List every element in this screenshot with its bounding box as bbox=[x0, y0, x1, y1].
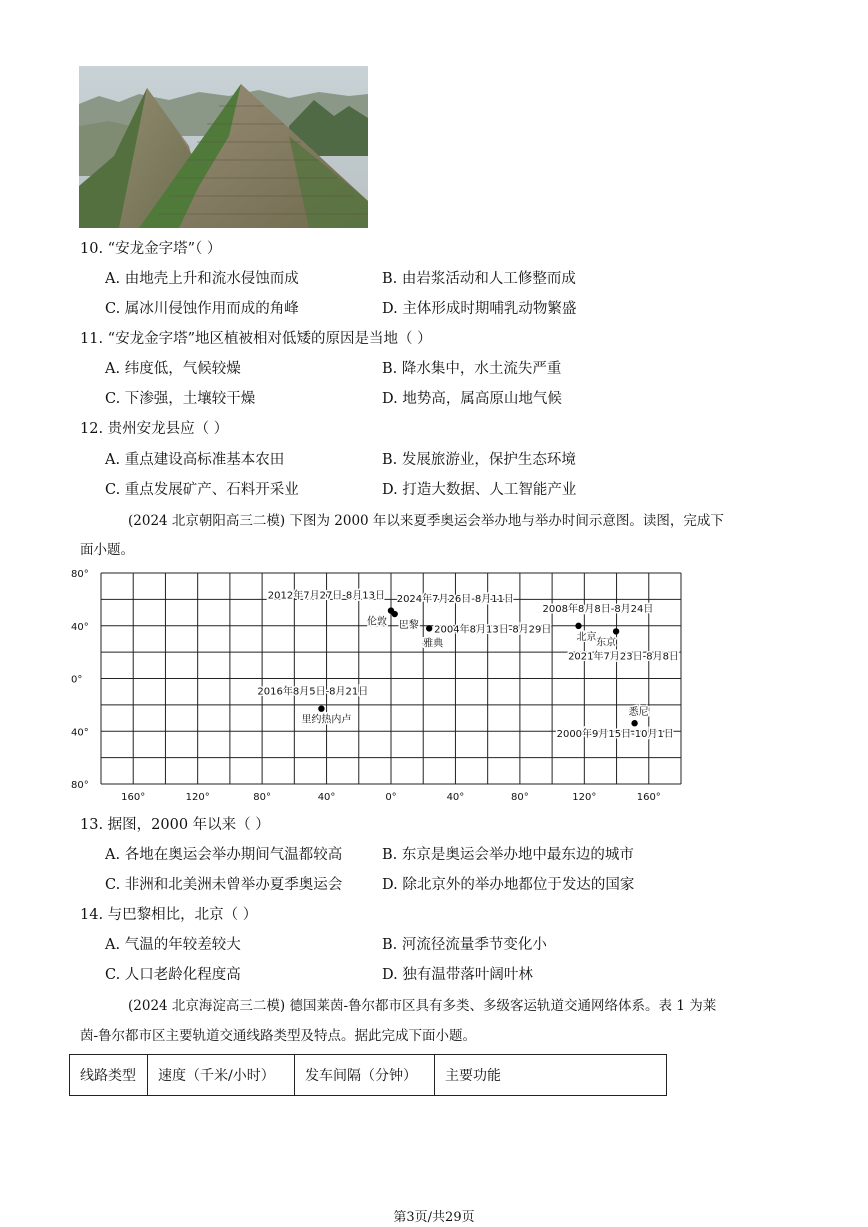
q10-option-c: C. 属冰川侵蚀作用而成的角峰 bbox=[105, 301, 299, 317]
table-header-cell: 线路类型 bbox=[70, 1055, 148, 1096]
city-name-label: 悉尼 bbox=[628, 707, 649, 719]
x-tick-label: 40° bbox=[446, 792, 465, 803]
x-tick-label: 0° bbox=[385, 792, 397, 803]
city-date-label: 2004年8月13日-8月29日 bbox=[434, 624, 552, 636]
q14-option-b: B. 河流径流量季节变化小 bbox=[382, 937, 547, 953]
olympics-host-map bbox=[70, 566, 690, 806]
question-12-stem: 12. 贵州安龙县应（ ） bbox=[80, 421, 229, 437]
q13-option-a: A. 各地在奥运会举办期间气温都较高 bbox=[105, 847, 343, 863]
y-tick-label: 80° bbox=[71, 569, 89, 580]
city-marker bbox=[318, 705, 324, 711]
q13-option-c: C. 非洲和北美洲未曾举办夏季奥运会 bbox=[105, 877, 343, 893]
q12-option-d: D. 打造大数据、人工智能产业 bbox=[382, 482, 577, 498]
city-date-label: 2024年7月26日-8月11日 bbox=[396, 594, 514, 606]
question-10-stem: 10. “安龙金字塔”（ ） bbox=[80, 241, 222, 257]
q13-option-d: D. 除北京外的举办地都位于发达的国家 bbox=[382, 877, 635, 893]
x-tick-label: 160° bbox=[121, 792, 146, 803]
question-11-stem: 11. “安龙金字塔”地区植被相对低矮的原因是当地（ ） bbox=[80, 331, 432, 347]
city-date-label: 2000年9月15日-10月1日 bbox=[556, 729, 674, 741]
city-date-label: 2008年8月8日-8月24日 bbox=[542, 603, 654, 615]
q12-option-b: B. 发展旅游业，保护生态环境 bbox=[382, 452, 576, 468]
y-tick-label: 0° bbox=[71, 674, 83, 686]
table-header-cell: 速度（千米/小时） bbox=[148, 1055, 295, 1096]
q14-option-d: D. 独有温带落叶阔叶林 bbox=[382, 967, 533, 983]
intro-olympics-line2: 面小题。 bbox=[80, 542, 134, 558]
q11-option-c: C. 下渗强，土壤较干燥 bbox=[105, 391, 256, 407]
q12-option-c: C. 重点发展矿产、石料开采业 bbox=[105, 482, 299, 498]
x-tick-label: 160° bbox=[636, 792, 661, 803]
city-marker bbox=[631, 720, 637, 726]
city-marker bbox=[575, 623, 581, 629]
table-header-cell: 主要功能 bbox=[435, 1055, 667, 1096]
question-14-stem: 14. 与巴黎相比，北京（ ） bbox=[80, 907, 258, 923]
x-tick-label: 120° bbox=[185, 792, 210, 803]
y-tick-label: 80° bbox=[71, 780, 89, 791]
page-footer: 第3页/共29页 bbox=[393, 1210, 475, 1225]
rail-lines-table bbox=[69, 1054, 667, 1096]
city-name-label: 雅典 bbox=[423, 638, 444, 650]
q14-option-c: C. 人口老龄化程度高 bbox=[105, 967, 241, 983]
q12-option-a: A. 重点建设高标准基本农田 bbox=[105, 452, 285, 468]
intro-rail-line1: (2024 北京海淀高三二模) 德国莱茵-鲁尔都市区具有多类、多级客运轨道交通网络体系。表 1 为莱 bbox=[128, 998, 717, 1014]
table-header-row bbox=[70, 1055, 667, 1096]
city-marker bbox=[392, 611, 398, 617]
table-header-cell: 发车间隔（分钟） bbox=[295, 1055, 435, 1096]
x-tick-label: 40° bbox=[317, 792, 336, 803]
q14-option-a: A. 气温的年较差较大 bbox=[105, 937, 241, 953]
q11-option-a: A. 纬度低，气候较燥 bbox=[105, 361, 241, 377]
city-marker bbox=[613, 628, 619, 634]
q13-option-b: B. 东京是奥运会举办地中最东边的城市 bbox=[382, 847, 634, 863]
y-tick-label: 40° bbox=[71, 727, 89, 739]
y-tick-label: 40° bbox=[71, 621, 89, 633]
q10-option-b: B. 由岩浆活动和人工修整而成 bbox=[382, 271, 576, 287]
question-13-stem: 13. 据图，2000 年以来（ ） bbox=[80, 817, 270, 833]
intro-olympics-line1: (2024 北京朝阳高三二模) 下图为 2000 年以来夏季奥运会举办地与举办时间示意图。读图，完成下 bbox=[128, 513, 724, 529]
city-date-label: 2016年8月5日-8月21日 bbox=[257, 686, 369, 698]
city-name-label: 里约热内卢 bbox=[301, 714, 352, 726]
x-tick-label: 80° bbox=[511, 792, 529, 803]
q10-option-d: D. 主体形成时期哺乳动物繁盛 bbox=[382, 301, 577, 317]
x-tick-label: 120° bbox=[572, 792, 597, 803]
city-name-label: 东京 bbox=[596, 637, 617, 649]
city-name-label: 巴黎 bbox=[398, 620, 419, 632]
karst-pyramid-photo bbox=[79, 66, 368, 228]
city-marker bbox=[426, 625, 432, 631]
q10-option-a: A. 由地壳上升和流水侵蚀而成 bbox=[105, 271, 299, 287]
intro-rail-line2: 茵-鲁尔都市区主要轨道交通线路类型及特点。据此完成下面小题。 bbox=[80, 1028, 477, 1044]
x-tick-label: 80° bbox=[253, 792, 271, 803]
city-date-label: 2021年7月23日-8月8日 bbox=[568, 651, 679, 663]
city-name-label: 伦敦 bbox=[367, 616, 387, 628]
city-date-label: 2012年7月27日-8月13日 bbox=[267, 590, 385, 602]
city-name-label: 北京 bbox=[576, 631, 597, 643]
q11-option-d: D. 地势高，属高原山地气候 bbox=[382, 391, 562, 407]
q11-option-b: B. 降水集中，水土流失严重 bbox=[382, 361, 562, 377]
